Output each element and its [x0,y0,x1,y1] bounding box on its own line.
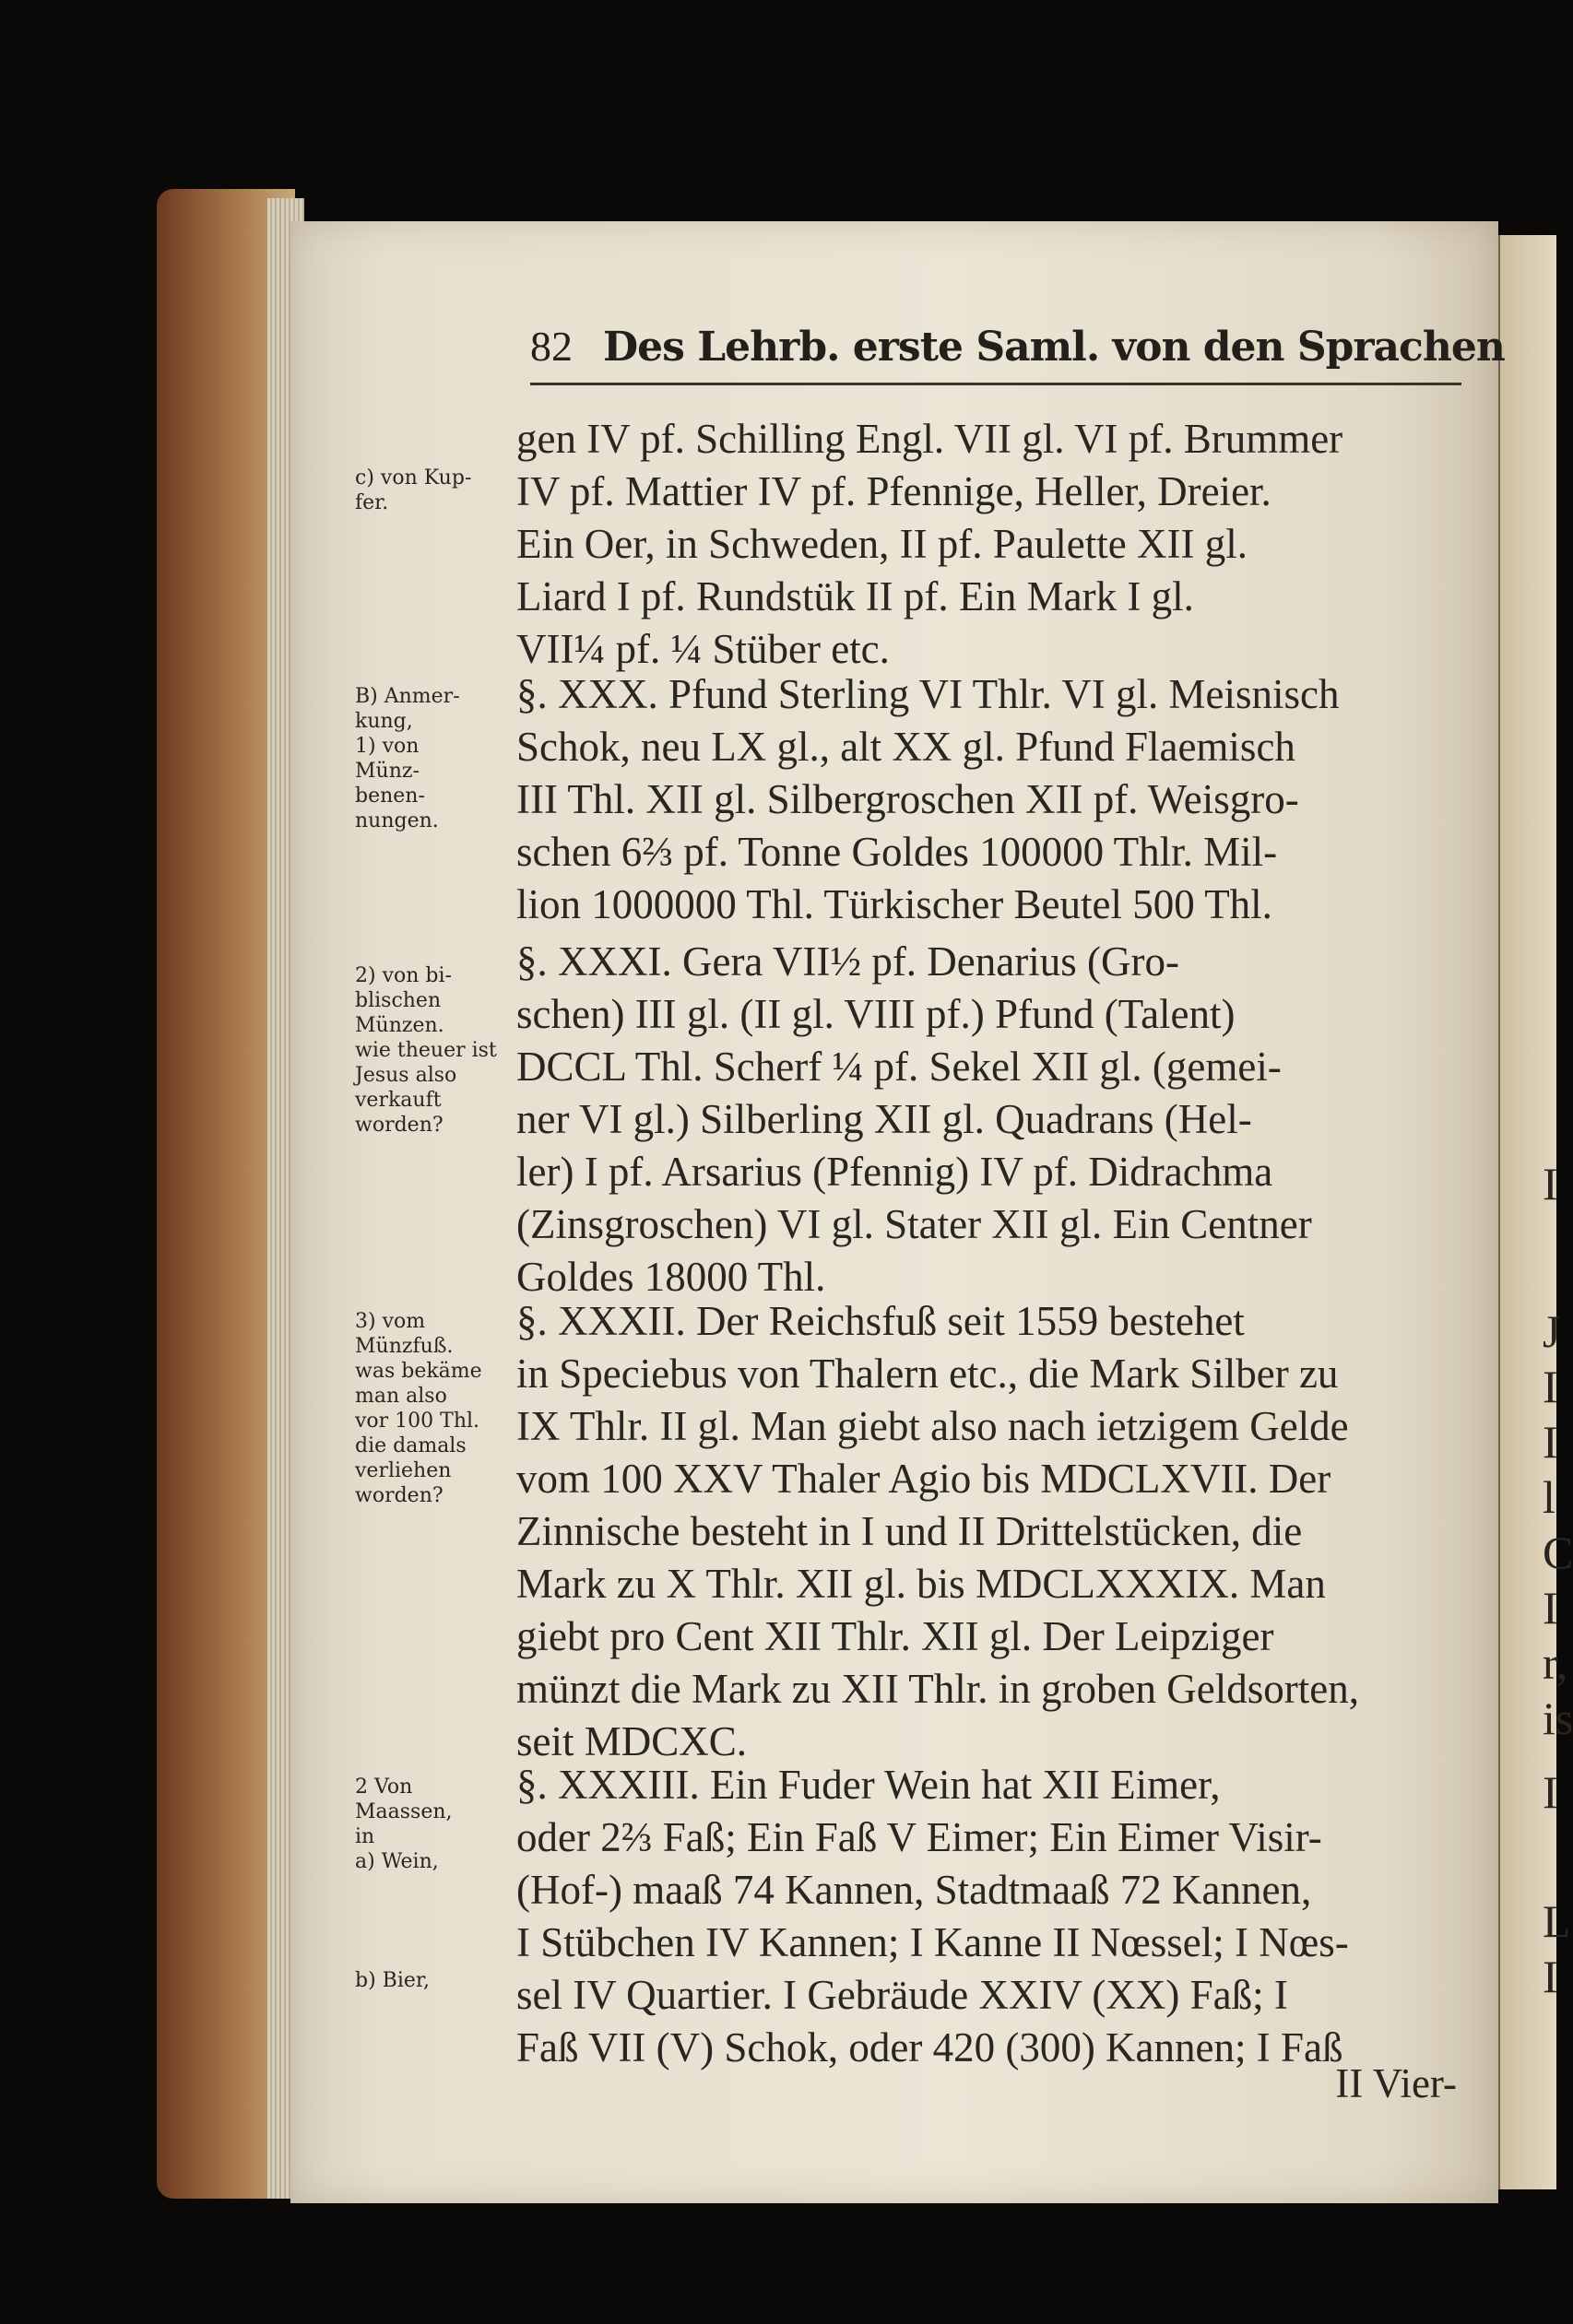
facing-page-letter: I [1543,1766,1558,1818]
text-line: Faß VII (V) Schok, oder 420 (300) Kannen; I Faß [516,2024,1343,2070]
margin-note-line: 3) vom [355,1310,426,1333]
text-line: IV pf. Mattier IV pf. Pfennige, Heller, Dreier. [516,468,1271,514]
margin-note-line: vor 100 Thl. [355,1410,480,1433]
text-line: Liard I pf. Rundstük II pf. Ein Mark I gl. [516,573,1194,619]
text-line: §. XXXIII. Ein Fuder Wein hat XII Eimer, [516,1762,1221,1808]
facing-page-letter: C [1543,1527,1573,1578]
margin-note-line: nungen. [355,809,439,832]
margin-note-line: was bekäme [355,1360,482,1383]
text-line: III Thl. XII gl. Silbergroschen XII pf. Weisgro- [516,776,1299,822]
margin-note-line: worden? [355,1114,444,1137]
margin-note-line: man also [355,1385,447,1408]
text-line: ner VI gl.) Silberling XII gl. Quadrans (Hel- [516,1096,1252,1142]
text-line: lion 1000000 Thl. Türkischer Beutel 500 Thl. [516,881,1272,927]
text-line: Zinnische besteht in I und II Drittelstücken, die [516,1508,1303,1554]
margin-note-line: 1) von [355,735,420,758]
margin-note-line: b) Bier, [355,1969,430,1992]
paragraph-section-33 [516,1759,1457,2074]
text-line: I Stübchen IV Kannen; I Kanne II Nœssel; I Nœs- [516,1919,1349,1965]
margin-note-coin-standard [355,1309,526,1508]
margin-note-line: c) von Kup- [355,466,472,490]
facing-page-letter: is [1543,1693,1573,1744]
paragraph-coins-continued [516,413,1457,676]
text-line: gen IV pf. Schilling Engl. VII gl. VI pf. Brummer [516,416,1343,462]
running-title: Des Lehrb. erste Saml. von den Sprachen [603,324,1505,371]
paragraph-section-32 [516,1295,1457,1768]
margin-note-line: Münzen. [355,1014,444,1037]
text-line: DCCL Thl. Scherf ¼ pf. Sekel XII gl. (gemei- [516,1044,1282,1090]
text-line: Mark zu X Thlr. XII gl. bis MDCLXXXIX. Man [516,1561,1326,1607]
text-line: münzt die Mark zu XII Thlr. in groben Geldsorten, [516,1666,1359,1712]
page-number: 82 [530,323,573,370]
facing-page-letter: I [1543,1582,1558,1634]
text-line: in Speciebus von Thalern etc., die Mark Silber zu [516,1351,1339,1397]
text-line: seit MDCXC. [516,1718,748,1764]
margin-note-line: wie theuer ist [355,1039,497,1062]
margin-note-line: kung, [355,710,413,733]
margin-note-line: in [355,1825,375,1848]
facing-page-letter: J [1543,1305,1561,1357]
text-line: IX Thlr. II gl. Man giebt also nach ietzigem Gelde [516,1403,1349,1449]
running-header [530,313,1505,378]
margin-note-copper [355,466,526,515]
margin-note-line: a) Wein, [355,1850,439,1873]
margin-note-line: 2 Von [355,1775,413,1799]
margin-note-line: 2) von bi- [355,964,452,987]
facing-page-letter: I [1543,1416,1558,1468]
margin-note-line: Maassen, [355,1800,453,1823]
facing-page-letter: l [1543,1471,1555,1523]
text-line: §. XXXI. Gera VII½ pf. Denarius (Gro- [516,938,1179,985]
facing-page-edge [1498,235,1573,2189]
text-line: (Zinsgroschen) VI gl. Stater XII gl. Ein Centner [516,1201,1312,1247]
margin-note-beer [355,1968,526,1993]
text-line: oder 2⅔ Faß; Ein Faß V Eimer; Ein Eimer Visir- [516,1814,1322,1860]
text-line: §. XXXII. Der Reichsfuß seit 1559 bestehet [516,1298,1245,1344]
facing-page-letter: L [1543,1895,1571,1947]
facing-page-letter: I [1543,1951,1558,2002]
facing-page-letter: r, [1543,1637,1568,1689]
catchword: II Vier- [1335,2060,1457,2106]
paragraph-section-30 [516,668,1457,931]
margin-note-measures-wine [355,1775,526,1874]
facing-page-letter: I [1543,1158,1558,1209]
margin-note-line: worden? [355,1484,444,1507]
paragraph-section-31 [516,936,1457,1304]
margin-note-line: B) Anmer- [355,685,460,708]
text-line: schen 6⅔ pf. Tonne Goldes 100000 Thlr. Mil- [516,829,1278,875]
text-line: Goldes 18000 Thl. [516,1254,826,1300]
margin-note-line: benen- [355,784,425,808]
text-line: vom 100 XXV Thaler Agio bis MDCLXVII. Der [516,1456,1331,1502]
text-line: §. XXX. Pfund Sterling VI Thlr. VI gl. Meisnisch [516,671,1340,717]
margin-note-line: die damals [355,1434,467,1457]
margin-note-coin-names [355,684,526,833]
margin-note-line: Münz- [355,760,420,783]
text-line: schen) III gl. (II gl. VIII pf.) Pfund (Talent) [516,991,1236,1037]
margin-note-line: Münzfuß. [355,1335,454,1358]
header-rule [530,383,1461,385]
margin-note-line: verliehen [355,1459,452,1482]
text-line: Ein Oer, in Schweden, II pf. Paulette XII gl. [516,521,1248,567]
text-line: sel IV Quartier. I Gebräude XXIV (XX) Faß; I [516,1972,1288,2018]
margin-note-biblical-coins [355,963,526,1138]
margin-note-line: blischen [355,989,442,1012]
text-line: (Hof-) maaß 74 Kannen, Stadtmaaß 72 Kannen, [516,1867,1312,1913]
margin-note-line: fer. [355,491,389,514]
text-line: Schok, neu LX gl., alt XX gl. Pfund Flaemisch [516,724,1295,770]
text-line: giebt pro Cent XII Thlr. XII gl. Der Leipziger [516,1613,1274,1659]
margin-note-line: verkauft [355,1089,442,1112]
text-line: ler) I pf. Arsarius (Pfennig) IV pf. Didrachma [516,1149,1273,1195]
margin-note-line: Jesus also [355,1064,457,1087]
facing-page-letter: I [1543,1361,1558,1412]
text-line: VII¼ pf. ¼ Stüber etc. [516,626,890,672]
